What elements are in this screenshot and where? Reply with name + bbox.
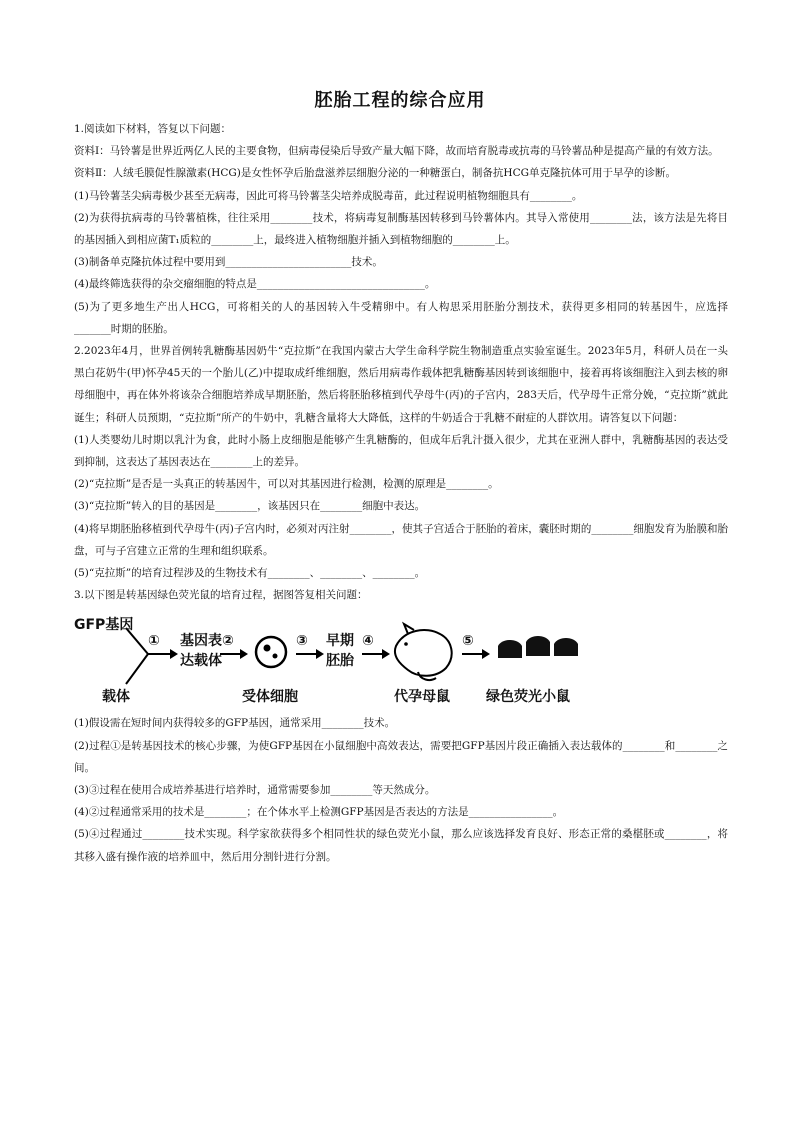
q1-sub-3: (3)制备单克隆抗体过程中要用到________________________技术。 [74, 256, 383, 269]
q2-sub-1: (1)人类婴幼儿时期以乳汁为食，此时小肠上皮细胞是能够产生乳糖酶的，但成年后乳汁摄入很少，尤其在亚洲人群中，乳糖酶基因的表达受到抑制，这表达了基因表达在________上的差异。 [74, 433, 728, 469]
q2-sub-5: (5)“克拉斯”的培育过程涉及的生物技术有________、________、________。 [74, 567, 426, 580]
fluorescent-mouse-2 [526, 636, 550, 656]
early-embryo-label-line2: 胚胎 [326, 653, 354, 670]
page-title: 胚胎工程的综合应用 [314, 90, 486, 111]
gfp-gene-label: GFP基因 [74, 617, 134, 634]
recipient-cell-label: 受体细胞 [242, 689, 298, 706]
vector-connector-line [126, 654, 148, 684]
q1-sub-2: (2)为获得抗病毒的马铃薯植株，往往采用________技术，将病毒复制酶基因转移到马铃薯体内。其导入常使用________法，该方法是先将目的基因插入到相应菌T₁质粒的________上，最终进入植物细胞并插入到植物细胞的________上。 [74, 211, 728, 247]
fluorescent-mice-label: 绿色荧光小鼠 [486, 689, 570, 706]
q2-intro: 2.2023年4月，世界首例转乳糖酶基因奶牛“克拉斯”在我国内蒙古大学生命科学院生物制造重点实验室诞生。2023年5月，科研人员在一头黑白花奶牛(甲)怀孕45天的一个胎儿(乙)中提取成纤维细胞，然后用病毒作载体把乳糖酶基因转到该细胞中，接着再将该细胞注入到去核的卵母细胞中，再在体外将该杂合细胞培养成早期胚胎，然后将胚胎移植到代孕母牛(丙)的子宫内，283天后，代孕母牛正常分娩，“克拉斯”就此诞生；科研人员预期，“克拉斯”所产的牛奶中，乳糖含量将大大降低，这样的牛奶适合于乳糖不耐症的人群饮用。请答复以下问题： [74, 345, 728, 424]
gfp-mouse-process-diagram [74, 612, 728, 712]
q3-sub-2: (2)过程①是转基因技术的核心步骤，为使GFP基因在小鼠细胞中高效表达，需要把GFP基因片段正确插入表达载体的________和________之间。 [74, 739, 728, 774]
q1-material-2: 资料Ⅱ：人绒毛膜促性腺激素(HCG)是女性怀孕后胎盘滋养层细胞分泌的一种糖蛋白，制备抗HCG单克隆抗体可用于早孕的诊断。 [74, 167, 676, 180]
arrow-1-head [170, 649, 178, 659]
q3-sub-3: (3)③过程在使用合成培养基进行培养时，通常需要参加________等天然成分。 [74, 784, 436, 797]
surrogate-mouse-body [395, 630, 452, 676]
recipient-cell-dot [273, 654, 278, 659]
q3-intro: 3.以下图是转基因绿色荧光鼠的培育过程，据图答复相关问题： [74, 589, 368, 602]
q1-material-1: 资料Ⅰ：马铃薯是世界近两亿人民的主要食物，但病毒侵染后导致产量大幅下降，故而培育脱毒或抗毒的马铃薯品种是提高产量的有效方法。 [74, 145, 719, 158]
step-2-marker: ② [222, 633, 234, 650]
expression-vector-label-line1: 基因表 [180, 633, 222, 650]
q3-sub-5: (5)④过程通过________技术实现。科学家欲获得多个相同性状的绿色荧光小鼠，那么应该选择发育良好、形态正常的桑椹胚或________，将其移入盛有操作液的培养皿中，然后用分割针进行分割。 [74, 828, 728, 863]
step-1-marker: ① [148, 633, 160, 650]
surrogate-mouse-eye [404, 643, 408, 647]
q3-sub-1: (1)假设需在短时间内获得较多的GFP基因，通常采用________技术。 [74, 717, 396, 730]
q1-intro: 1.阅读如下材料，答复以下问题： [74, 123, 232, 135]
vector-label: 载体 [102, 689, 130, 706]
step-4-marker: ④ [362, 633, 374, 650]
q1-sub-5: (5)为了更多地生产出人HCG，可将相关的人的基因转入牛受精卵中。有人构思采用胚胎分割技术，获得更多相同的转基因牛，应选择_______时期的胚胎。 [74, 300, 728, 335]
q2-sub-3: (3)“克拉斯”转入的目的基因是________，该基因只在________细胞中表达。 [74, 500, 426, 513]
arrow-5-head [482, 649, 490, 659]
q2-sub-2: (2)“克拉斯”是否是一头真正的转基因牛，可以对其基因进行检测，检测的原理是________。 [74, 478, 499, 491]
step-5-marker: ⑤ [462, 633, 474, 650]
recipient-cell-shape [256, 637, 286, 667]
arrow-4-head [382, 649, 390, 659]
fluorescent-mouse-3 [554, 638, 578, 656]
q3-sub-4: (4)②过程通常采用的技术是________；在个体水平上检测GFP基因是否表达的方法是________________。 [74, 806, 564, 819]
q1-sub-1: (1)马铃薯茎尖病毒极少甚至无病毒，因此可将马铃薯茎尖培养成脱毒苗，此过程说明植物细胞具有________。 [74, 189, 583, 202]
early-embryo-label-line1: 早期 [326, 633, 354, 650]
fluorescent-mouse-1 [498, 640, 522, 658]
q2-sub-4: (4)将早期胚胎移植到代孕母牛(丙)子宫内时，必须对丙注射________，使其子宫适合于胚胎的着床，囊胚时期的________细胞发育为胎膜和胎盘，可与子宫建立正常的生理和组织联系。 [74, 522, 728, 557]
expression-vector-label-line2: 达载体 [180, 653, 222, 670]
recipient-cell-nucleus [264, 645, 271, 652]
arrow-3-head [316, 649, 324, 659]
surrogate-mouse-label: 代孕母鼠 [394, 689, 450, 706]
document-body [74, 118, 728, 868]
arrow-2-head [240, 649, 248, 659]
step-3-marker: ③ [296, 633, 308, 650]
q1-sub-4: (4)最终筛选获得的杂交瘤细胞的特点是________________________________。 [74, 278, 436, 291]
